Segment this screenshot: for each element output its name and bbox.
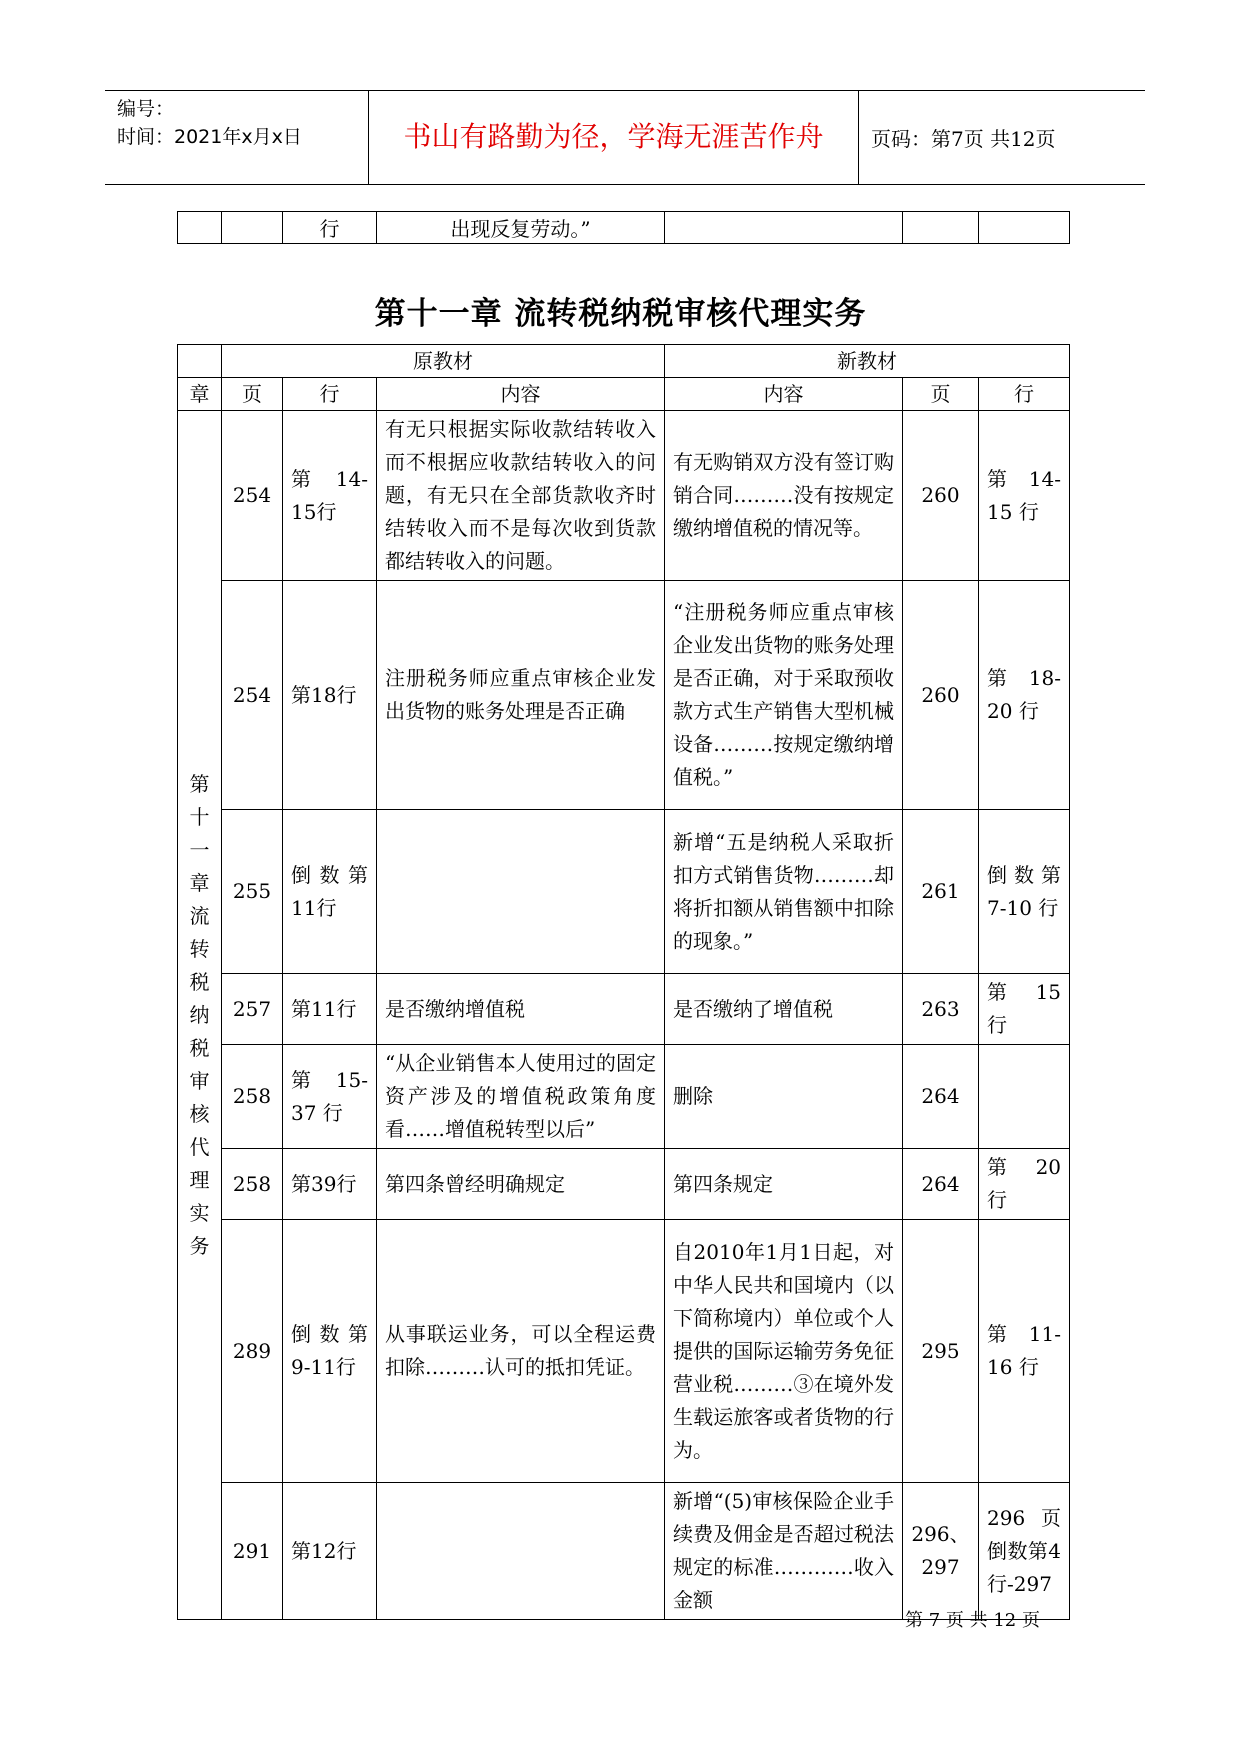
old-line-cell: 第11行 bbox=[283, 974, 377, 1045]
old-page-cell: 258 bbox=[222, 1149, 283, 1220]
header-motto: 书山有路勤为径，学海无涯苦作舟 bbox=[403, 120, 824, 153]
chapter-cell bbox=[178, 411, 222, 1620]
table-cell: 行 bbox=[283, 212, 377, 244]
old-line-cell: 第 14-15行 bbox=[283, 411, 377, 581]
old-textbook-header: 原教材 bbox=[222, 345, 665, 378]
old-content-cell: “从企业销售本人使用过的固定资产涉及的增值税政策角度看……增值税转型以后” bbox=[377, 1045, 665, 1149]
new-content-cell: “注册税务师应重点审核企业发出货物的账务处理是否正确，对于采取预收款方式生产销售大型机械设备………按规定缴纳增值税。” bbox=[665, 581, 903, 810]
column-header-new-page: 页 bbox=[903, 378, 979, 411]
old-page-cell: 254 bbox=[222, 581, 283, 810]
table-row bbox=[178, 1483, 1070, 1620]
new-page-cell: 263 bbox=[903, 974, 979, 1045]
page-header bbox=[105, 90, 1145, 185]
doc-time-label: 时间：2021年x月x日 bbox=[117, 126, 302, 148]
column-header-new-line: 行 bbox=[979, 378, 1070, 411]
old-content-cell: 第四条曾经明确规定 bbox=[377, 1149, 665, 1220]
new-content-cell: 删除 bbox=[665, 1045, 903, 1149]
chapter-cell-text: 第十一章 流转税纳税审核代理实务 bbox=[189, 771, 210, 1258]
new-page-cell: 260 bbox=[903, 411, 979, 581]
blank-header-cell bbox=[178, 345, 222, 378]
new-line-cell bbox=[979, 1045, 1070, 1149]
old-content-cell bbox=[377, 810, 665, 974]
old-line-cell: 第12行 bbox=[283, 1483, 377, 1620]
old-line-cell: 第 15-37 行 bbox=[283, 1045, 377, 1149]
old-content-cell: 是否缴纳增值税 bbox=[377, 974, 665, 1045]
new-textbook-header: 新教材 bbox=[665, 345, 1070, 378]
new-content-cell: 新增“(5)审核保险企业手续费及佣金是否超过税法规定的标准…………收入金额 bbox=[665, 1483, 903, 1620]
new-page-cell: 261 bbox=[903, 810, 979, 974]
new-content-cell: 有无购销双方没有签订购销合同………没有按规定缴纳增值税的情况等。 bbox=[665, 411, 903, 581]
table-cell: 出现反复劳动。” bbox=[377, 212, 665, 244]
new-page-cell: 264 bbox=[903, 1149, 979, 1220]
column-header-old-content: 内容 bbox=[377, 378, 665, 411]
group-header-row bbox=[178, 345, 1070, 378]
new-content-cell: 自2010年1月1日起，对中华人民共和国境内（以下简称境内）单位或个人提供的国际运输劳务免征营业税………③在境外发生载运旅客或者货物的行为。 bbox=[665, 1220, 903, 1483]
table-row bbox=[178, 1149, 1070, 1220]
doc-number-label: 编号： bbox=[117, 98, 175, 120]
column-header-old-line: 行 bbox=[283, 378, 377, 411]
old-line-cell: 第39行 bbox=[283, 1149, 377, 1220]
old-page-cell: 291 bbox=[222, 1483, 283, 1620]
column-header-row bbox=[178, 378, 1070, 411]
table-row bbox=[178, 1220, 1070, 1483]
table-row bbox=[178, 212, 1070, 244]
new-line-cell: 第 14-15 行 bbox=[979, 411, 1070, 581]
new-line-cell: 第 15 行 bbox=[979, 974, 1070, 1045]
old-line-cell: 倒数第11行 bbox=[283, 810, 377, 974]
table-row bbox=[178, 411, 1070, 581]
old-page-cell: 254 bbox=[222, 411, 283, 581]
chapter-title: 第十一章 流转税纳税审核代理实务 bbox=[374, 296, 867, 332]
new-line-cell: 296页倒数第4行-297 bbox=[979, 1483, 1070, 1620]
new-content-cell: 是否缴纳了增值税 bbox=[665, 974, 903, 1045]
new-line-cell: 第 18-20 行 bbox=[979, 581, 1070, 810]
old-page-cell: 258 bbox=[222, 1045, 283, 1149]
new-line-cell: 第 11-16 行 bbox=[979, 1220, 1070, 1483]
old-content-cell bbox=[377, 1483, 665, 1620]
table-cell bbox=[178, 212, 222, 244]
column-header-new-content: 内容 bbox=[665, 378, 903, 411]
old-page-cell: 255 bbox=[222, 810, 283, 974]
table-cell bbox=[665, 212, 903, 244]
column-header-chapter: 章 bbox=[178, 378, 222, 411]
column-header-old-page: 页 bbox=[222, 378, 283, 411]
new-page-cell: 296、297 bbox=[903, 1483, 979, 1620]
new-page-cell: 264 bbox=[903, 1045, 979, 1149]
new-page-cell: 295 bbox=[903, 1220, 979, 1483]
table-cell bbox=[903, 212, 979, 244]
comparison-table bbox=[177, 344, 1070, 1620]
new-content-cell: 新增“五是纳税人采取折扣方式销售货物………却将折扣额从销售额中扣除的现象。” bbox=[665, 810, 903, 974]
old-content-cell: 从事联运业务，可以全程运费扣除………认可的抵扣凭证。 bbox=[377, 1220, 665, 1483]
old-page-cell: 289 bbox=[222, 1220, 283, 1483]
table-row bbox=[178, 974, 1070, 1045]
old-line-cell: 倒数第9-11行 bbox=[283, 1220, 377, 1483]
table-row bbox=[178, 810, 1070, 974]
old-line-cell: 第18行 bbox=[283, 581, 377, 810]
page-footer: 第 7 页 共 12 页 bbox=[905, 1610, 1040, 1631]
new-content-cell: 第四条规定 bbox=[665, 1149, 903, 1220]
table-row bbox=[178, 1045, 1070, 1149]
old-page-cell: 257 bbox=[222, 974, 283, 1045]
header-page-info: 页码：第7页 共12页 bbox=[871, 127, 1056, 151]
old-content-cell: 有无只根据实际收款结转收入而不根据应收款结转收入的问题，有无只在全部货款收齐时结转收入而不是每次收到货款都结转收入的问题。 bbox=[377, 411, 665, 581]
header-meta bbox=[117, 95, 302, 151]
new-line-cell: 倒数第 7-10 行 bbox=[979, 810, 1070, 974]
new-page-cell: 260 bbox=[903, 581, 979, 810]
table-row bbox=[178, 581, 1070, 810]
new-line-cell: 第 20 行 bbox=[979, 1149, 1070, 1220]
header-divider bbox=[858, 91, 859, 184]
table-cell bbox=[222, 212, 283, 244]
carryover-table bbox=[177, 211, 1070, 244]
table-cell bbox=[979, 212, 1070, 244]
old-content-cell: 注册税务师应重点审核企业发出货物的账务处理是否正确 bbox=[377, 581, 665, 810]
